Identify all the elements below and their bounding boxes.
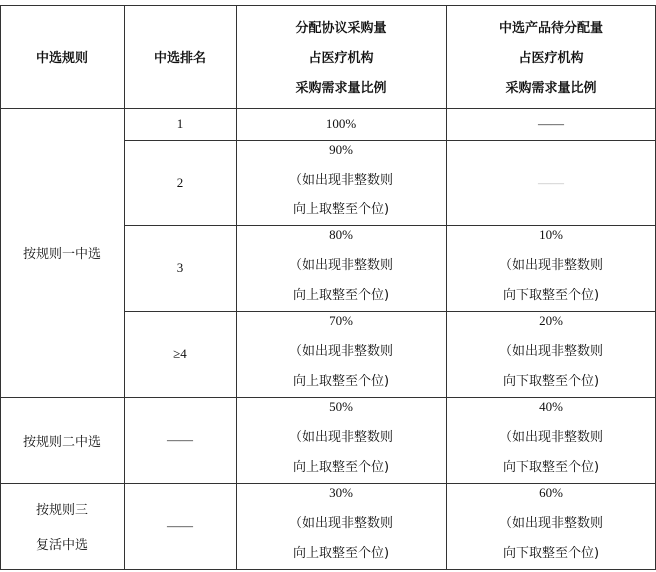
agreed-ratio-value: 90% — [329, 142, 353, 157]
header-agreed-ratio — [236, 5, 446, 108]
header-rank — [124, 5, 236, 108]
rule-group-1 — [0, 108, 124, 397]
agreed-ratio-cell-5 — [236, 397, 446, 483]
header-pending-ratio — [446, 5, 656, 108]
pending-ratio-cell-3 — [446, 225, 656, 311]
header-pending-line-1: 中选产品待分配量 — [498, 20, 603, 36]
header-rank-label: 中选排名 — [153, 51, 206, 66]
agreed-ratio-note: （如出现非整数则 — [288, 516, 393, 531]
header-pending-line-2: 占医疗机构 — [518, 50, 584, 66]
agreed-ratio-note: （如出现非整数则 — [288, 258, 393, 273]
rank-value: 1 — [176, 116, 184, 131]
agreed-ratio-value: 30% — [329, 485, 353, 500]
pending-ratio-cell-2 — [446, 140, 656, 225]
rank-value: —— — [167, 432, 193, 447]
header-agreed-line-3: 采购需求量比例 — [295, 81, 387, 97]
agreed-ratio-value: 70% — [329, 313, 353, 328]
agreed-ratio-rounding: 向上取整至个位) — [292, 374, 390, 389]
pending-ratio-value: 20% — [539, 313, 563, 328]
pending-ratio-dash: —— — [538, 116, 564, 131]
pending-ratio-value: 40% — [539, 399, 563, 414]
agreed-ratio-cell-2 — [236, 140, 446, 225]
rank-cell-1 — [124, 108, 236, 140]
rule-group-1-label: 按规则一中选 — [22, 247, 101, 262]
header-pending-line-3: 采购需求量比例 — [505, 81, 597, 97]
agreed-ratio-cell-1 — [236, 108, 446, 140]
pending-ratio-cell-4 — [446, 311, 656, 397]
agreed-ratio-note: （如出现非整数则 — [288, 344, 393, 359]
rule-group-2 — [0, 397, 124, 483]
agreed-ratio-cell-3 — [236, 225, 446, 311]
pending-ratio-note: （如出现非整数则 — [498, 516, 603, 531]
rank-cell-5 — [124, 397, 236, 483]
agreed-ratio-note: （如出现非整数则 — [288, 430, 393, 445]
rank-cell-2 — [124, 140, 236, 225]
rule-group-3 — [0, 483, 124, 569]
rule-group-2-label: 按规则二中选 — [22, 434, 101, 450]
pending-ratio-rounding: 向下取整至个位) — [502, 546, 600, 561]
rank-cell-6 — [124, 483, 236, 569]
pending-ratio-cell-5 — [446, 397, 656, 483]
rank-value: 3 — [176, 260, 184, 275]
pending-ratio-value: 10% — [539, 227, 563, 242]
agreed-ratio-rounding: 向上取整至个位) — [292, 288, 390, 303]
pending-ratio-note: （如出现非整数则 — [498, 430, 603, 445]
pending-ratio-value: 60% — [539, 485, 563, 500]
agreed-ratio-value: 50% — [329, 399, 353, 414]
pending-ratio-rounding: 向下取整至个位) — [502, 460, 600, 475]
agreed-ratio-rounding: 向上取整至个位) — [292, 202, 390, 217]
pending-ratio-note: （如出现非整数则 — [498, 344, 603, 359]
agreed-ratio-rounding: 向上取整至个位) — [292, 460, 390, 475]
agreed-ratio-value: 80% — [329, 227, 353, 242]
pending-ratio-note: （如出现非整数则 — [498, 258, 603, 273]
pending-ratio-rounding: 向下取整至个位) — [502, 374, 600, 389]
agreed-ratio-rounding: 向上取整至个位) — [292, 546, 390, 561]
rank-value: ≥4 — [173, 346, 187, 361]
rule-group-3-label-line-2: 复活中选 — [35, 538, 88, 553]
agreed-ratio-cell-6 — [236, 483, 446, 569]
pending-ratio-dash: —— — [538, 174, 564, 190]
rank-cell-3 — [124, 225, 236, 311]
rank-value: —— — [167, 518, 193, 533]
rank-cell-4 — [124, 311, 236, 397]
pending-ratio-cell-1 — [446, 108, 656, 140]
header-agreed-line-2: 占医疗机构 — [308, 50, 374, 66]
pending-ratio-rounding: 向下取整至个位) — [502, 288, 600, 303]
pending-ratio-cell-6 — [446, 483, 656, 569]
header-rule — [0, 5, 124, 108]
agreed-ratio-cell-4 — [236, 311, 446, 397]
rank-value: 2 — [176, 174, 184, 190]
agreed-ratio-note: （如出现非整数则 — [288, 172, 393, 188]
header-agreed-line-1: 分配协议采购量 — [295, 20, 387, 36]
header-rule-label: 中选规则 — [35, 51, 88, 66]
rule-group-3-label-line-1: 按规则三 — [35, 503, 88, 518]
agreed-ratio-value: 100% — [325, 116, 357, 131]
